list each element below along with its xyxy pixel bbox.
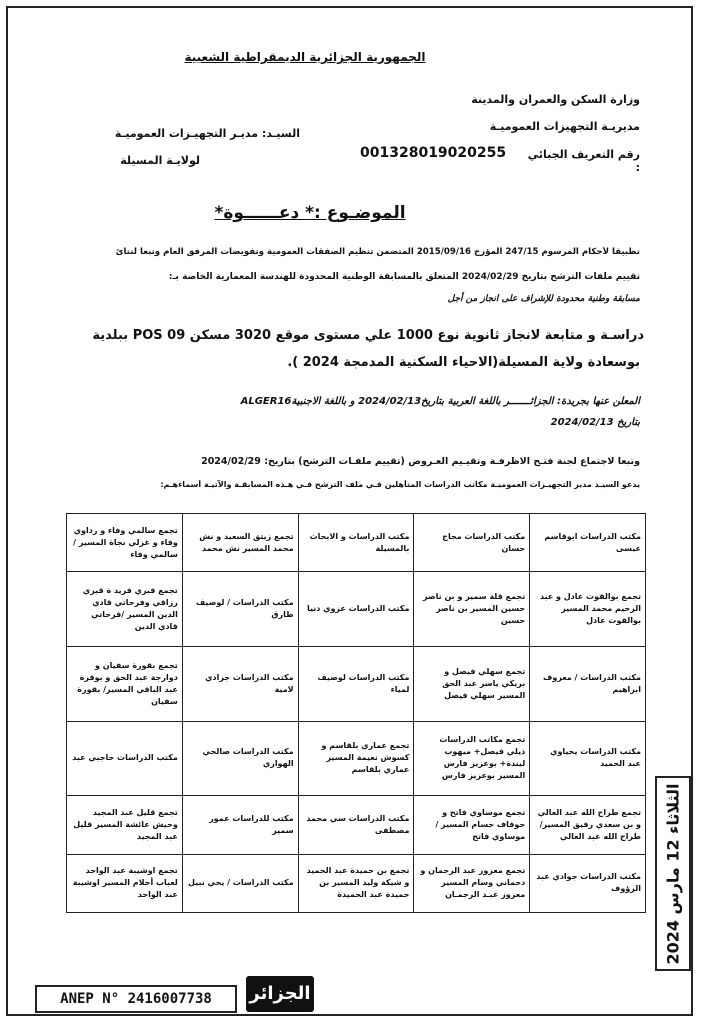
table-cell: مكتب الدراسات / لوصيف طارق: [182, 572, 298, 647]
table-cell: مكتب الدراسات مجاج حسان: [414, 514, 530, 572]
table-cell: مكتب الدراسات لوصيف لمياء: [298, 646, 414, 721]
republic-title: الجمهورية الجزائرية الديمقراطية الشعبية: [184, 50, 426, 64]
table-row: [67, 514, 646, 572]
table-cell: تجمع قبري فريد ة قبري رزاقي وفرحاتي قادي الدين المسير /فرحاتي قادي الدين: [67, 572, 183, 647]
date-stamp: [655, 776, 691, 971]
table-cell: تجمع اوشيبة عبد الواحد لعباب أحلام المسير اوشيبة عبد الواحد: [67, 854, 183, 912]
table-cell: مكتب الدراسات و الابحاث بالمسيلة: [298, 514, 414, 572]
newspaper-logo: الجزائر: [246, 976, 314, 1012]
table-row: [67, 721, 646, 796]
table-row: [67, 572, 646, 647]
table-cell: مكتب الدراسات سي محمد مصطفى: [298, 796, 414, 854]
table-cell: تجمع بقورة سفيان و دوارجة عبد الحق و بوقرة عبد الباقي المسير/ بقورة سفيان: [67, 646, 183, 721]
body-para2: تقييم ملفات الترشح بتاريخ 2024/02/29 المتعلق بالمسابقة الوطنية المحدودة للهندسة المعمارية الخاصة بـ:: [168, 272, 640, 282]
table-cell: تجمع بن حميدة عبد الحميد و شيكة وليد المسير بن حميدة عبد الحميدة: [298, 854, 414, 912]
announcement-line2: بتاريخ 2024/02/13: [550, 417, 640, 428]
tax-id-value: 001328019020255: [360, 145, 507, 161]
table-cell: تجمع عماري بلقاسم و كسوش نعيمة المسير عماري بلقاسم: [298, 721, 414, 796]
table-cell: تجمع قلة سمير و بن ناصر حسين المسير بن ناصر حسين: [414, 572, 530, 647]
tax-id-label: رقم التعريف الجبائي :: [527, 148, 640, 174]
table-cell: مكتب للدراسات عمور سمير: [182, 796, 298, 854]
meeting-line: وتبعا لاجتماع لجنة فتـح الاظرفـة وتقيـيم العـروض (تقييم ملفـات الترشح) بتاريخ: 2024/02/29: [201, 456, 640, 467]
table-cell: تجمع سهلي فيصل و بريكي ياسر عبد الحق المسير سهلي فيصل: [414, 646, 530, 721]
invite-line: يدعو السيـد مدير التجهيـزات العموميـة مكاتب الدراسات المتأهلين فـي ملف الترشح فـي هـذه المسابقـة والآتيـة أسماءهـم:: [160, 480, 640, 489]
directorate-name: مديريـة التجهيزات العموميـة: [489, 120, 640, 133]
addressee-line1: السيـد: مديـر التجهيـزات العموميـة: [114, 127, 300, 140]
body-para3: مسابقة وطنية محدودة للإشراف على انجاز من أجل: [447, 294, 640, 304]
table-cell: تجمع طراح الله عبد العالي و بن سعدي رفيق المسير/طراح الله عبد العالي: [530, 796, 646, 854]
table-cell: تجمع موساوي فاتح و حوفاف حسام المسير /موساوي فاتح: [414, 796, 530, 854]
project-title-line1: دراسـة و متابعة لانجاز ثانوية نوع 1000 علي مستوى موقع 3020 مسكن POS 09 ببلدية: [92, 328, 644, 343]
table-cell: مكتب الدراسات عزوي دنيا: [298, 572, 414, 647]
ministry-name: وزارة السكن والعمران والمدينة: [471, 93, 640, 106]
table-cell: مكتب الدراسات ابوقاسم عيسى: [530, 514, 646, 572]
announcement-line1: المعلن عنها بجريدة: الجزائـــــــر باللغة العربية بتاريخ2024/02/13 و باللغة الاجنبيةALGER16: [240, 396, 640, 407]
subject-title: الموضـوع :* دعــــــوة*: [214, 203, 406, 223]
table-row: [67, 646, 646, 721]
table-row: [67, 796, 646, 854]
table-cell: تجمع بوالقوت عادل و عبد الرحيم محمد المسير بوالقوت عادل: [530, 572, 646, 647]
table-cell: تجمع مكاتب الدراسات ذيلي فيصل+ ميهوب ليندة+ بوعزيز فارس المسير بوعزيز فارس: [414, 721, 530, 796]
table-row: [67, 854, 646, 912]
date-stamp-text: الثلاثاء 12 مارس 2024: [663, 782, 683, 965]
table-cell: تجمع زيتق السعيد و نش محمد المسير نش محمد: [182, 514, 298, 572]
table-cell: تجمع معزوز عبد الرحمان و دحماني وسام المسير معزوز عبـد الرحمـان: [414, 854, 530, 912]
table-cell: مكتب الدراسات / يحي نبيل: [182, 854, 298, 912]
table-cell: مكتب الدراسات جوادي عبد الرؤوف: [530, 854, 646, 912]
addressee-line2: لولايـة المسيلة: [120, 154, 200, 167]
table-cell: مكتب الدراسات حاجبي عبد: [67, 721, 183, 796]
table-cell: مكتب الدراسات صالحي الهواري: [182, 721, 298, 796]
table-cell: مكتب الدراسات جرادي لامية: [182, 646, 298, 721]
table-cell: تجمع قليل عبد المجيد وحيش عائشة المسير قليل عبد المجيد: [67, 796, 183, 854]
candidates-table: [66, 513, 646, 913]
project-title-line2: بوسعادة ولاية المسيلة(الاحياء السكنية المدمجة 2024 ).: [287, 355, 640, 370]
table-cell: مكتب الدراسات يحياوي عبد الحميد: [530, 721, 646, 796]
table-cell: مكتب الدراسات / معروف ابراهيم: [530, 646, 646, 721]
body-para1: تطبيقا لأحكام المرسوم 247/15 المؤرخ 2015/09/16 المتضمن تنظيم الصفقات العمومية وتفويضات المرفق العام وتبعا لنتائ: [115, 247, 640, 257]
anep-number: ANEP N° 2416007738: [35, 985, 237, 1013]
table-cell: تجمع سالمي وفاء و رداوي وفاء و غزلي نجاة المسير / سالمي وفاء: [67, 514, 183, 572]
